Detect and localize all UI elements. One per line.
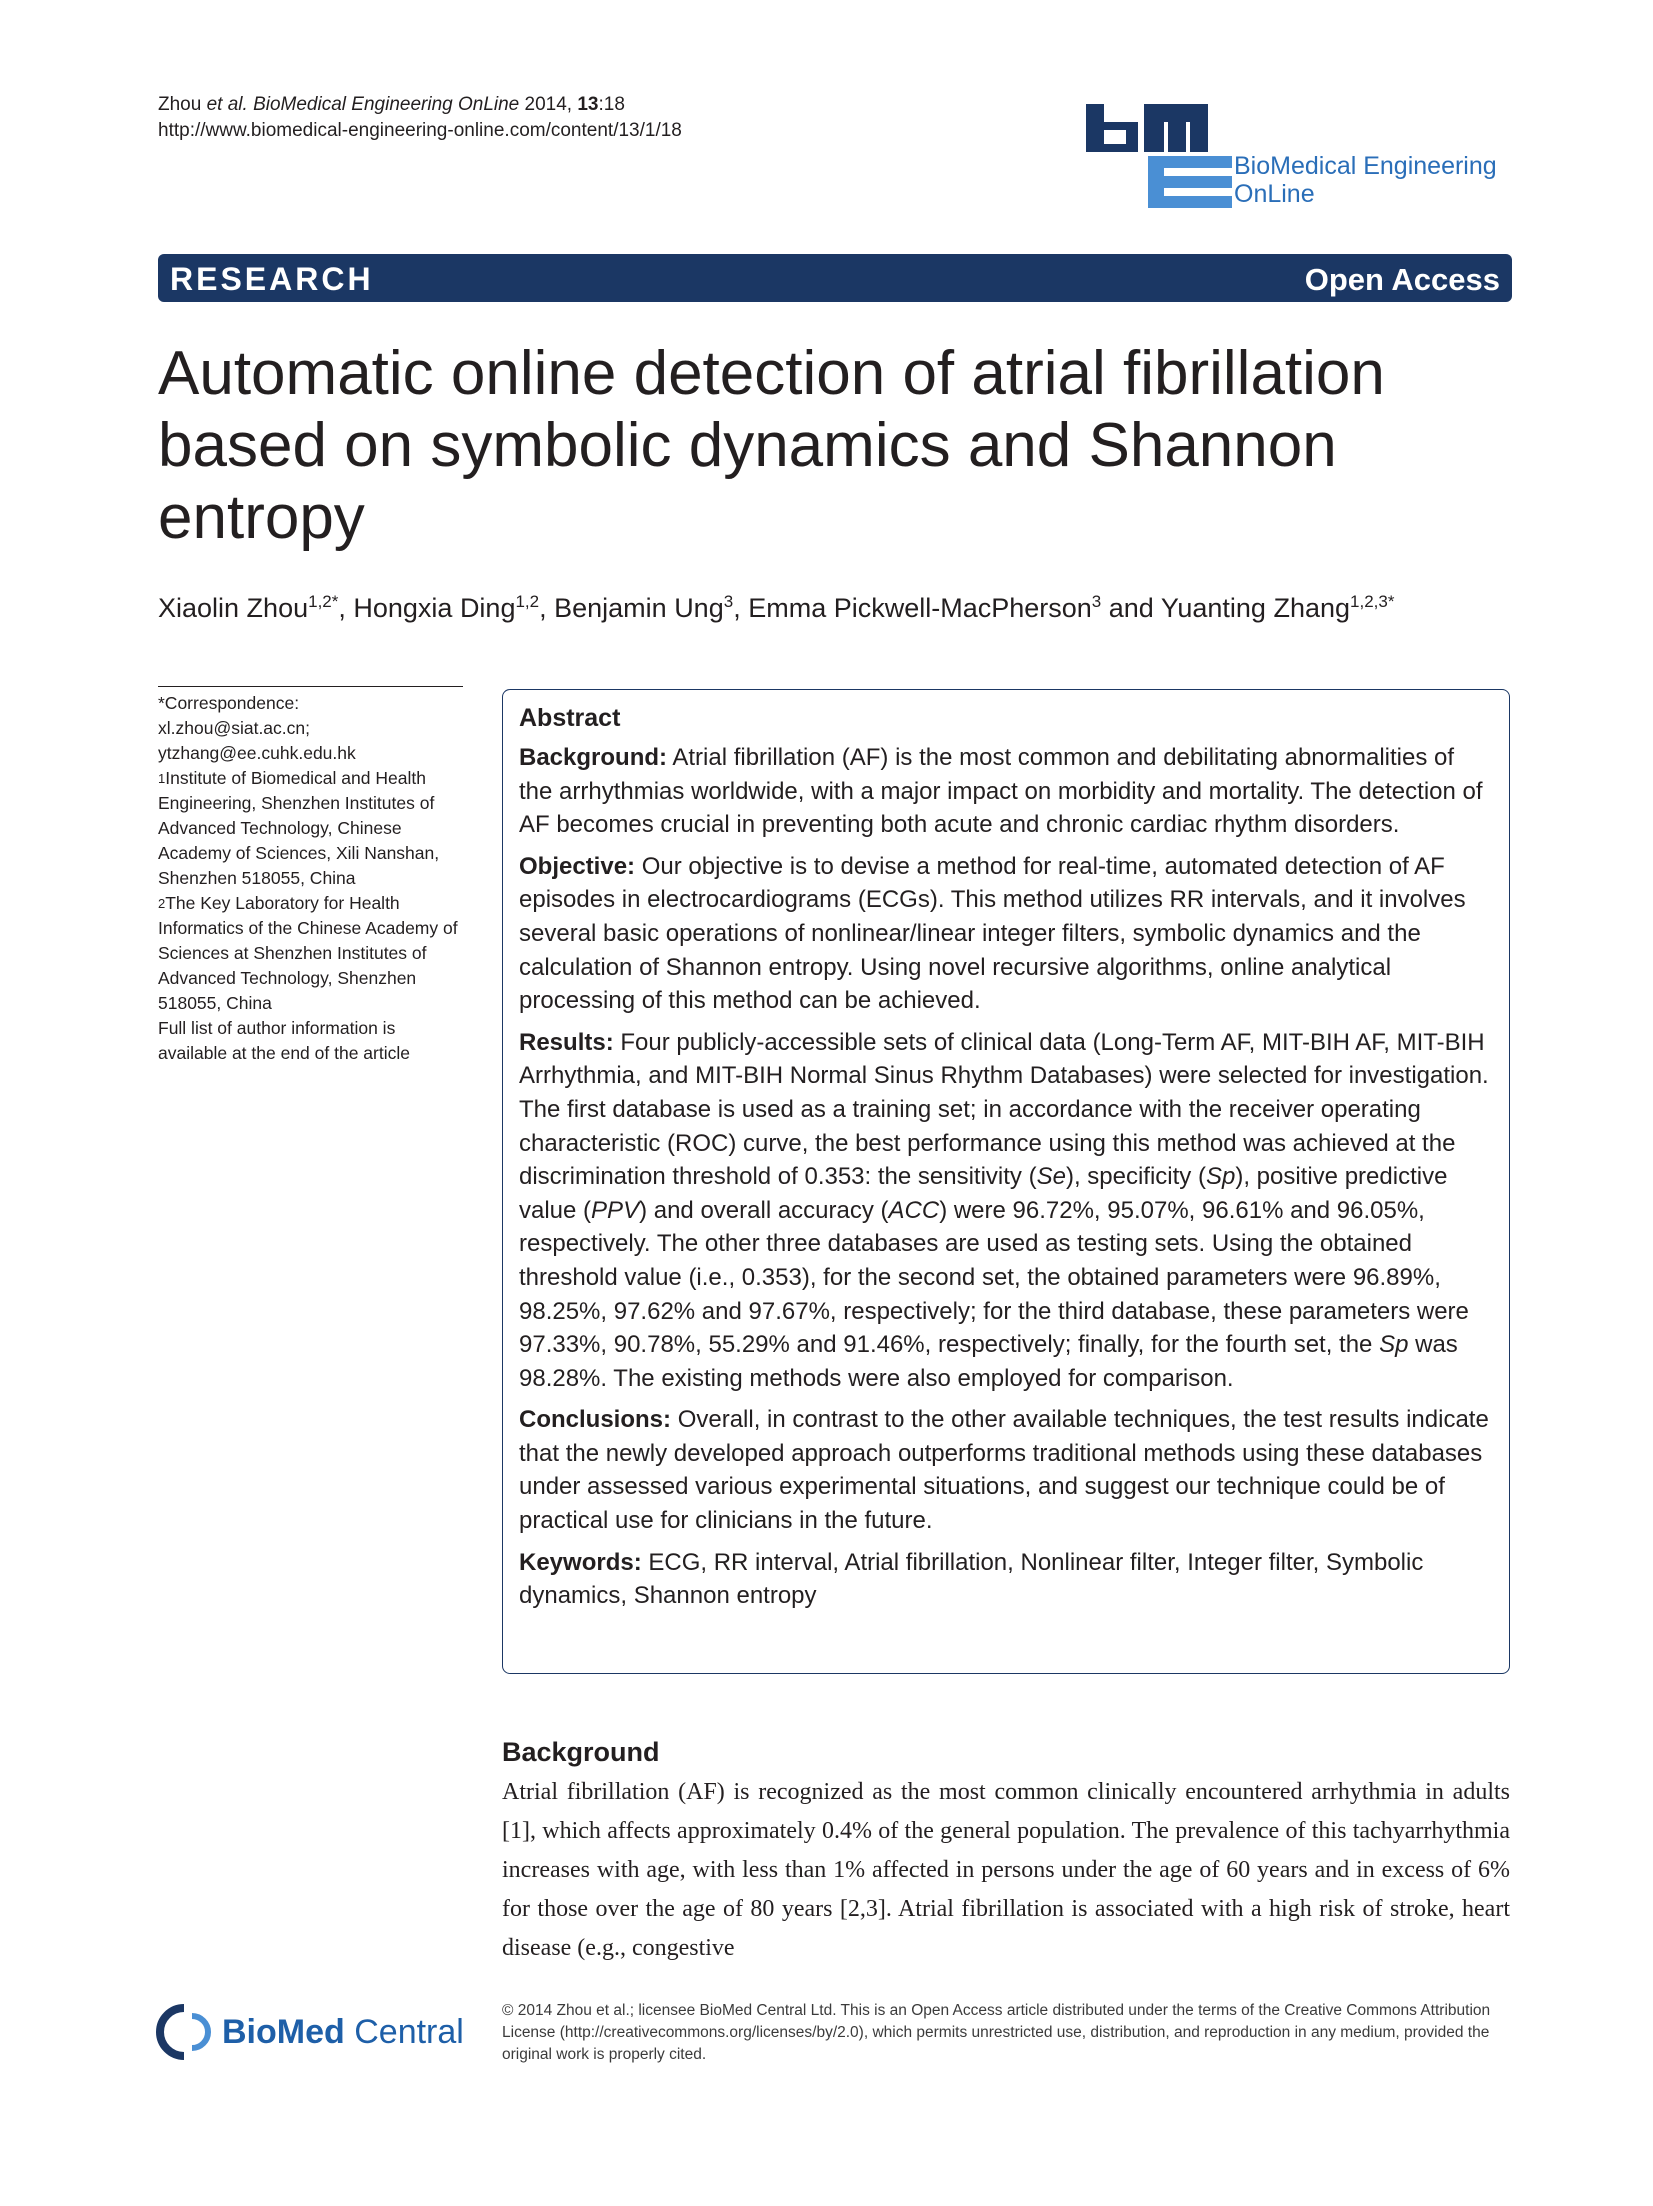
author-affiliation: 1,2 [515,592,540,611]
article-type-label: RESEARCH [170,261,374,297]
citation-line: Zhou et al. BioMedical Engineering OnLine 2014, 13:18 [158,94,625,115]
author-name: Hongxia Ding [353,593,516,623]
biomed-central-logo-text: BioMed Central [222,2013,464,2051]
abstract-heading: Abstract [519,704,621,732]
author-affiliation: 3 [1091,592,1102,611]
author-affiliation: 1,2* [308,592,339,611]
abstract-results: Results: Four publicly-accessible sets of clinical data (Long-Term AF, MIT-BIH AF, MIT-BIH Arrhythmia, and MIT-BIH Normal Sinus Rhythm Databases) were selected for investigation. The first database is used as a training set; in accordance with the receiver operating characteristic (ROC) curve, the best performance using this method was achieved at the discrimination threshold of 0.353: the sensitivity (Se), specificity (Sp), positive predictive value (PPV) and overall accuracy (ACC) were 96.72%, 95.07%, 96.61% and 96.05%, respectively. The other three databases are used as testing sets. Using the obtained threshold value (i.e., 0.353), for the second set, the obtained parameters were 96.89%, 98.25%, 97.62% and 97.67%, respectively; for the third database, these parameters were 97.33%, 90.78%, 55.29% and 91.46%, respectively; finally, for the fourth set, the Sp was 98.28%. The existing methods were also employed for comparison. [519,1028,1489,1392]
journal-name-line2: OnLine [1234,180,1315,208]
email-link[interactable]: ytzhang@ee.cuhk.edu.hk [158,743,356,763]
author-name: Yuanting Zhang [1160,593,1351,623]
abstract-box [502,689,1510,1674]
author-name: Xiaolin Zhou [158,593,309,623]
article-type-banner [158,254,1512,302]
abstract-conclusions: Conclusions: Overall, in contrast to the other available techniques, the test results indicate that the newly developed approach outperforms traditional methods using these databases under assessed various experimental situations, and suggest our technique could be of practical use for clinicians in the future. [519,1406,1489,1535]
author-info-note: Full list of author information is available at the end of the article [158,1018,410,1063]
author-name: Emma Pickwell-MacPherson [748,593,1092,623]
author-name: Benjamin Ung [554,593,724,623]
article-url[interactable]: http://www.biomedical-engineering-online.com/content/13/1/18 [158,120,682,141]
author-affiliation: 3 [723,592,734,611]
abstract-objective: Objective: Our objective is to devise a method for real-time, automated detection of AF episodes in electrocardiograms (ECGs). This method utilizes RR intervals, and it involves several basic operations of nonlinear/linear integer filters, symbolic dynamics and the calculation of Shannon entropy. Using novel recursive algorithms, online analytical processing of this method can be achieved. [519,852,1466,1015]
body-paragraph: Atrial fibrillation (AF) is recognized as the most common clinically encountered arrhythmia in adults [1], which affects approximately 0.4% of the general population. The prevalence of this tachyarrhythmia increases with age, with less than 1% affected in persons under the age of 60 years and in excess of 6% for those over the age of 80 years [2,3]. Atrial fibrillation is associated with a high risk of stroke, heart disease (e.g., congestive [502,1779,1510,1961]
author-list: Xiaolin Zhou$^{1,2*}$, Hongxia Ding$^{1,2}$, Benjamin Ung$^3$, Emma Pickwell-MacPherson$^3$ and Yuanting Zhang$^{1,2,3*}$ [158,592,1395,623]
affiliation-1: $^1$Institute of Biomedical and Health Engineering, Shenzhen Institutes of Advanced Technology, Chinese Academy of Sciences, Xili Nanshan, Shenzhen 518055, China [158,768,440,888]
correspondence-label: *Correspondence: [158,693,300,713]
open-access-label: Open Access [1304,262,1500,297]
journal-name [1234,152,1497,208]
email-link[interactable]: xl.zhou@siat.ac.cn; [158,718,310,738]
section-heading: Background [502,1737,660,1767]
affiliation-2: $^2$The Key Laboratory for Health Informatics of the Chinese Academy of Sciences at Shenzhen Institutes of Advanced Technology, Shenzhen 518055, China [158,893,458,1013]
abstract-keywords: Keywords: ECG, RR interval, Atrial fibrillation, Nonlinear filter, Integer filter, Symbolic dynamics, Shannon entropy [519,1548,1424,1610]
correspondence-sidebar [158,686,463,1066]
citation-header [158,92,682,144]
journal-name-line1: BioMedical Engineering [1234,152,1497,180]
paper-title: Automatic online detection of atrial fibrillation based on symbolic dynamics and Shannon entropy [158,339,1385,552]
author-affiliation: 1,2,3* [1350,592,1395,611]
abstract-background: Background: Atrial fibrillation (AF) is the most common and debilitating abnormalities of the arrhythmias worldwide, with a major impact on morbidity and mortality. The detection of AF becomes crucial in preventing both acute and chronic cardiac rhythm disorders. [519,744,1483,839]
license-statement: © 2014 Zhou et al.; licensee BioMed Central Ltd. This is an Open Access article distributed under the terms of the Creative Commons Attribution License (http://creativecommons.org/licenses/by/2.0), which permits unrestricted use, distribution, and reproduction in any medium, provided the original work is properly cited. [502,2002,1491,2063]
